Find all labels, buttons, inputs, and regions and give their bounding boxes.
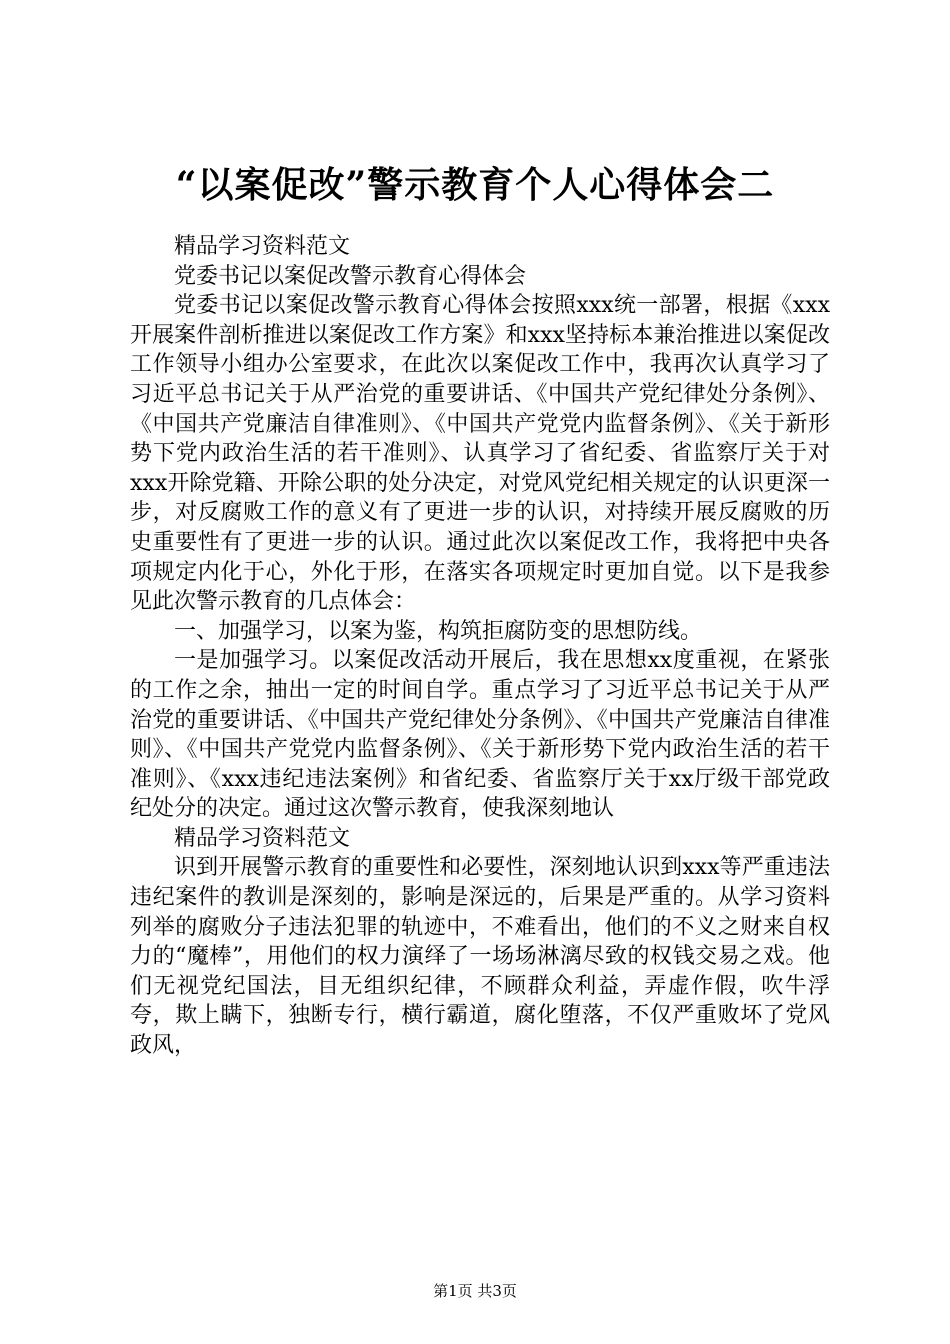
paragraph-section-heading: 一、加强学习，以案为鉴，构筑拒腐防变的思想防线。 (174, 618, 703, 644)
paragraph-continuation: 识到开展警示教育的重要性和必要性，深刻地认识到xxx等严重违法违纪案件的教训是深刻的，影响是深远的，后果是严重的。从学习资料列举的腐败分子违法犯罪的轨迹中，不难看出，他们的不义之财来自权力的“魔棒”，用他们的权力演绎了一场场淋漓尽致的权钱交易之戏。他们无视党纪国法，目无组织纪律，不顾群众利益，弄虚作假，吹牛浮夸，欺上瞒下，独断专行，横行霸道，腐化堕落，不仅严重败坏了党风政风， (130, 855, 830, 1059)
page-footer: 第1页 共3页 (433, 1282, 517, 1300)
paragraph-intro: 党委书记以案促改警示教育心得体会按照xxx统一部署，根据《xxx开展案件剖析推进以案促改工作方案》和xxx坚持标本兼治推进以案促改工作领导小组办公室要求，在此次以案促改工作中，我再次认真学习了习近平总书记关于从严治党的重要讲话、《中国共产党纪律处分条例》、《中国共产党廉洁自律准则》、《中国共产党党内监督条例》、《关于新形势下党内政治生活的若干准则》、认真学习了省纪委、省监察厅关于对xxx开除党籍、开除公职的处分决定，对党风党纪相关规定的认识更深一步，对反腐败工作的意义有了更进一步的认识，对持续开展反腐败的历史重要性有了更进一步的认识。通过此次以案促改工作，我将把中央各项规定内化于心，外化于形，在落实各项规定时更加自觉。以下是我参见此次警示教育的几点体会： (130, 293, 830, 615)
paragraph-watermark-header: 精品学习资料范文 (174, 234, 351, 259)
document-title: “以案促改”警示教育个人心得体会二 (175, 164, 775, 206)
document-body (130, 232, 830, 1061)
paragraph-subtitle: 党委书记以案促改警示教育心得体会 (174, 263, 527, 289)
paragraph-point-one: 一是加强学习。以案促改活动开展后，我在思想xx度重视，在紧张的工作之余，抽出一定的时间自学。重点学习了习近平总书记关于从严治党的重要讲话、《中国共产党纪律处分条例》、《中国共产党廉洁自律准则》、《中国共产党党内监督条例》、《关于新形势下党内政治生活的若干准则》、《xxx违纪违法案例》和省纪委、省监察厅关于xx厅级干部党政纪处分的决定。通过这次警示教育，使我深刻地认 (130, 648, 830, 822)
paragraph-watermark-repeat: 精品学习资料范文 (174, 825, 351, 851)
